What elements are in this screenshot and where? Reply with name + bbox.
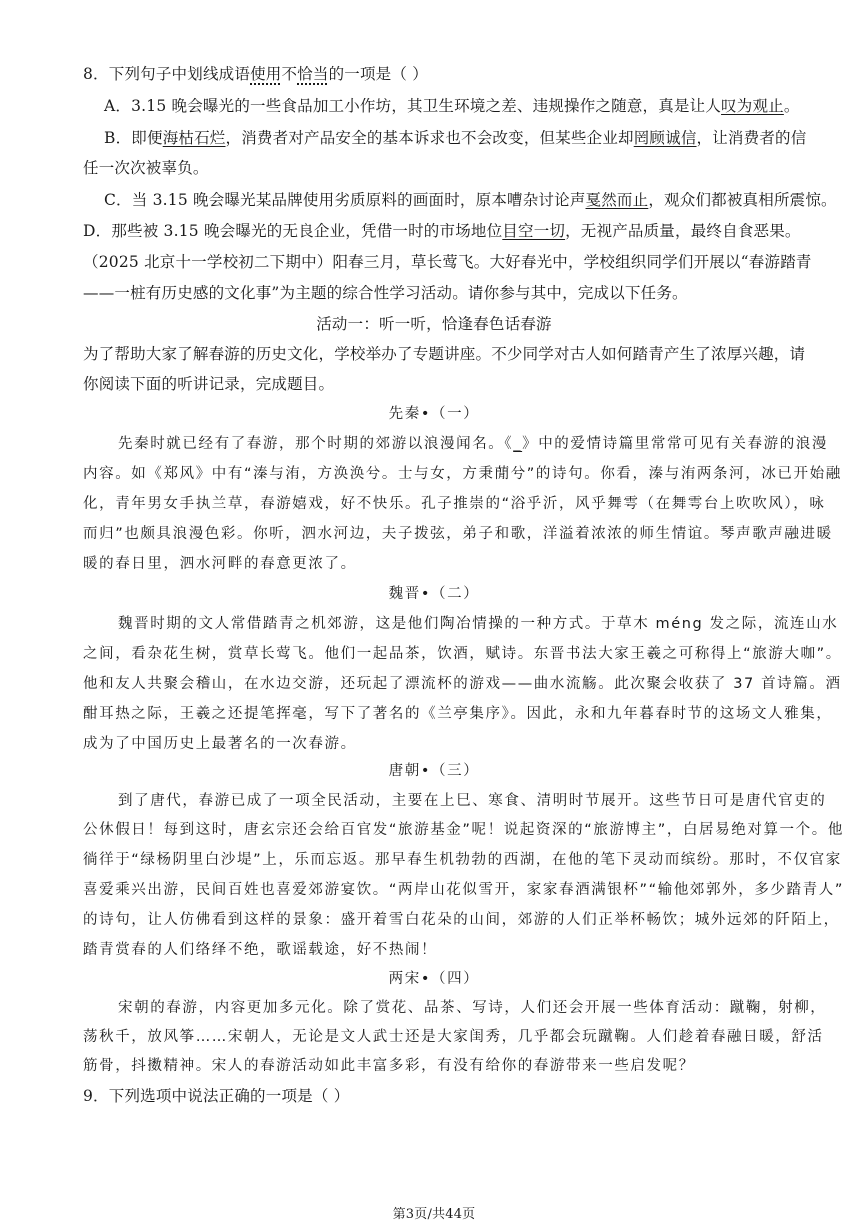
option-b-idiom: 海枯石烂 xyxy=(162,129,226,147)
section-4-line: 宋朝的春游，内容更加多元化。除了赏花、品茶、写诗，人们还会开展一些体育活动：蹴鞠，射柳， xyxy=(118,1000,827,1016)
option-b-text: B．即便 xyxy=(104,129,163,147)
section-3-line: 喜爱乘兴出游，民间百姓也喜爱郊游宴饮。“两岸山花似雪开，家家春酒满银杯”“输他郊郭外，多少踏青人” xyxy=(83,882,844,898)
option-d-text: ，无视产品质量，最终自食恶果。 xyxy=(565,222,801,240)
section-1-line: 而归”也颇具浪漫色彩。你听，泗水河边，夫子拨弦，弟子和歌，洋溢着浓浓的师生情谊。琴声歌声融进暖 xyxy=(83,526,833,542)
option-b-continued: 任一次次被辜负。 xyxy=(83,159,209,177)
option-a-idiom: 叹为观止 xyxy=(721,97,784,115)
section-title-tang: 唐朝•（三） xyxy=(388,763,480,779)
section-1-text: 》中的爱情诗篇里常常可见有关春游的浪漫 xyxy=(522,436,829,452)
option-c-text: C．当 3.15 晚会曝光某品牌使用劣质原料的画面时，原本嘈杂讨论声 xyxy=(104,191,586,209)
q8-dotted-word: 恰当 xyxy=(297,65,329,83)
section-2-line: 之间，看杂花生树，赏草长莺飞。他们一起品茶，饮酒，赋诗。东晋书法大家王羲之可称得上“旅游大咖”。 xyxy=(83,646,842,662)
section-2-line: 成为了中国历史上最著名的一次春游。 xyxy=(83,736,357,752)
fill-blank: _ xyxy=(513,436,523,452)
section-2-line: 他和友人共聚会稽山，在水边交游，还玩起了漂流杯的游戏——曲水流觞。此次聚会收获了 37 首诗篇。酒 xyxy=(83,676,842,692)
section-3-line: 徜徉于“绿杨阴里白沙堤”上，乐而忘返。那早春生机勃勃的西湖，在他的笔下灵动而缤纷。那时，不仅官家 xyxy=(83,852,842,868)
intro-description: 你阅读下面的听讲记录，完成题目。 xyxy=(83,375,335,393)
q8-mid: 不 xyxy=(281,65,298,83)
section-title-song: 两宋•（四） xyxy=(388,971,480,987)
section-1-line: 化，青年男女手执兰草，春游嬉戏，好不快乐。孔子推崇的“浴乎沂，风乎舞雩（在舞雩台上吹吹风），咏 xyxy=(83,496,826,512)
option-c xyxy=(104,190,837,210)
q8-suffix: 的一项是（ ） xyxy=(328,65,428,83)
option-b-text: ，消费者对产品安全的基本诉求也不会改变，但某些企业却 xyxy=(225,129,634,147)
section-title-weijin: 魏晋•（二） xyxy=(388,586,480,602)
intro-line: （2025 北京十一学校初二下期中）阳春三月，草长莺飞。大好春光中，学校组织同学们开展以“春游踏青 xyxy=(83,253,812,271)
section-1-line xyxy=(118,434,828,454)
option-a-end: 。 xyxy=(783,97,800,115)
option-d-idiom: 目空一切 xyxy=(502,222,566,240)
option-b xyxy=(104,128,806,148)
option-a xyxy=(104,96,800,116)
option-c-text: ，观众们都被真相所震惊。 xyxy=(648,191,837,209)
intro-description: 为了帮助大家了解春游的历史文化，学校举办了专题讲座。不少同学对古人如何踏青产生了浓厚兴趣，请 xyxy=(83,345,806,363)
section-3-line: 到了唐代，春游已成了一项全民活动，主要在上巳、寒食、清明时节展开。这些节日可是唐代官吏的 xyxy=(118,793,827,809)
section-title-xianqin: 先秦•（一） xyxy=(388,406,480,422)
option-d-text: D．那些被 3.15 晚会曝光的无良企业，凭借一时的市场地位 xyxy=(83,222,503,240)
section-4-line: 荡秋千，放风筝……宋朝人，无论是文人武士还是大家闺秀，几乎都会玩蹴鞠。人们趁着春融日暖，舒活 xyxy=(83,1029,824,1045)
q8-prefix: 8．下列句子中划线成语 xyxy=(83,65,251,83)
section-2-line: 酣耳热之际，王羲之还提笔挥毫，写下了著名的《兰亭集序》。因此，永和九年暮春时节的这场文人雅集， xyxy=(83,706,833,722)
activity-title: 活动一：听一听，恰逢春色话春游 xyxy=(316,315,552,333)
page-number: 第3页/共44页 xyxy=(392,1207,476,1222)
option-b-text: ，让消费者的信 xyxy=(696,129,807,147)
option-c-idiom: 戛然而止 xyxy=(585,191,649,209)
section-3-line: 的诗句，让人仿佛看到这样的景象：盛开着雪白花朵的山间，郊游的人们正举杯畅饮；城外远郊的阡陌上， xyxy=(83,912,840,928)
intro-line: ——一桩有历史感的文化事”为主题的综合性学习活动。请你参与其中，完成以下任务。 xyxy=(83,284,688,302)
question-8-stem xyxy=(83,64,428,84)
section-1-line: 内容。如《郑风》中有“溱与洧，方涣涣兮。士与女，方秉蕑兮”的诗句。你看，溱与洧两条河，冰已开始融 xyxy=(83,466,842,482)
option-a-text: A．3.15 晚会曝光的一些食品加工小作坊，其卫生环境之差、违规操作之随意，真是让人 xyxy=(104,97,722,115)
option-d xyxy=(83,221,801,241)
section-2-line: 魏晋时期的文人常借踏青之机郊游，这是他们陶冶情操的一种方式。于草木 méng 发之际，流连山水 xyxy=(118,616,839,632)
question-9-stem: 9．下列选项中说法正确的一项是（ ） xyxy=(83,1087,350,1105)
option-b-idiom: 罔顾诚信 xyxy=(633,129,697,147)
section-3-line: 踏青赏春的人们络绎不绝，歌谣载途，好不热闹！ xyxy=(83,942,438,958)
section-4-line: 筋骨，抖擞精神。宋人的春游活动如此丰富多彩，有没有给你的春游带来一些启发呢？ xyxy=(83,1058,695,1074)
section-3-line: 公休假日！每到这时，唐玄宗还会给百官发“旅游基金”呢！说起资深的“旅游博主”，白居易绝对算一个。他 xyxy=(83,822,844,838)
section-1-line: 暖的春日里，泗水河畔的春意更浓了。 xyxy=(83,556,357,572)
q8-dotted-word: 使用 xyxy=(250,65,282,83)
section-1-text: 先秦时就已经有了春游，那个时期的郊游以浪漫闻名。《 xyxy=(118,436,514,452)
